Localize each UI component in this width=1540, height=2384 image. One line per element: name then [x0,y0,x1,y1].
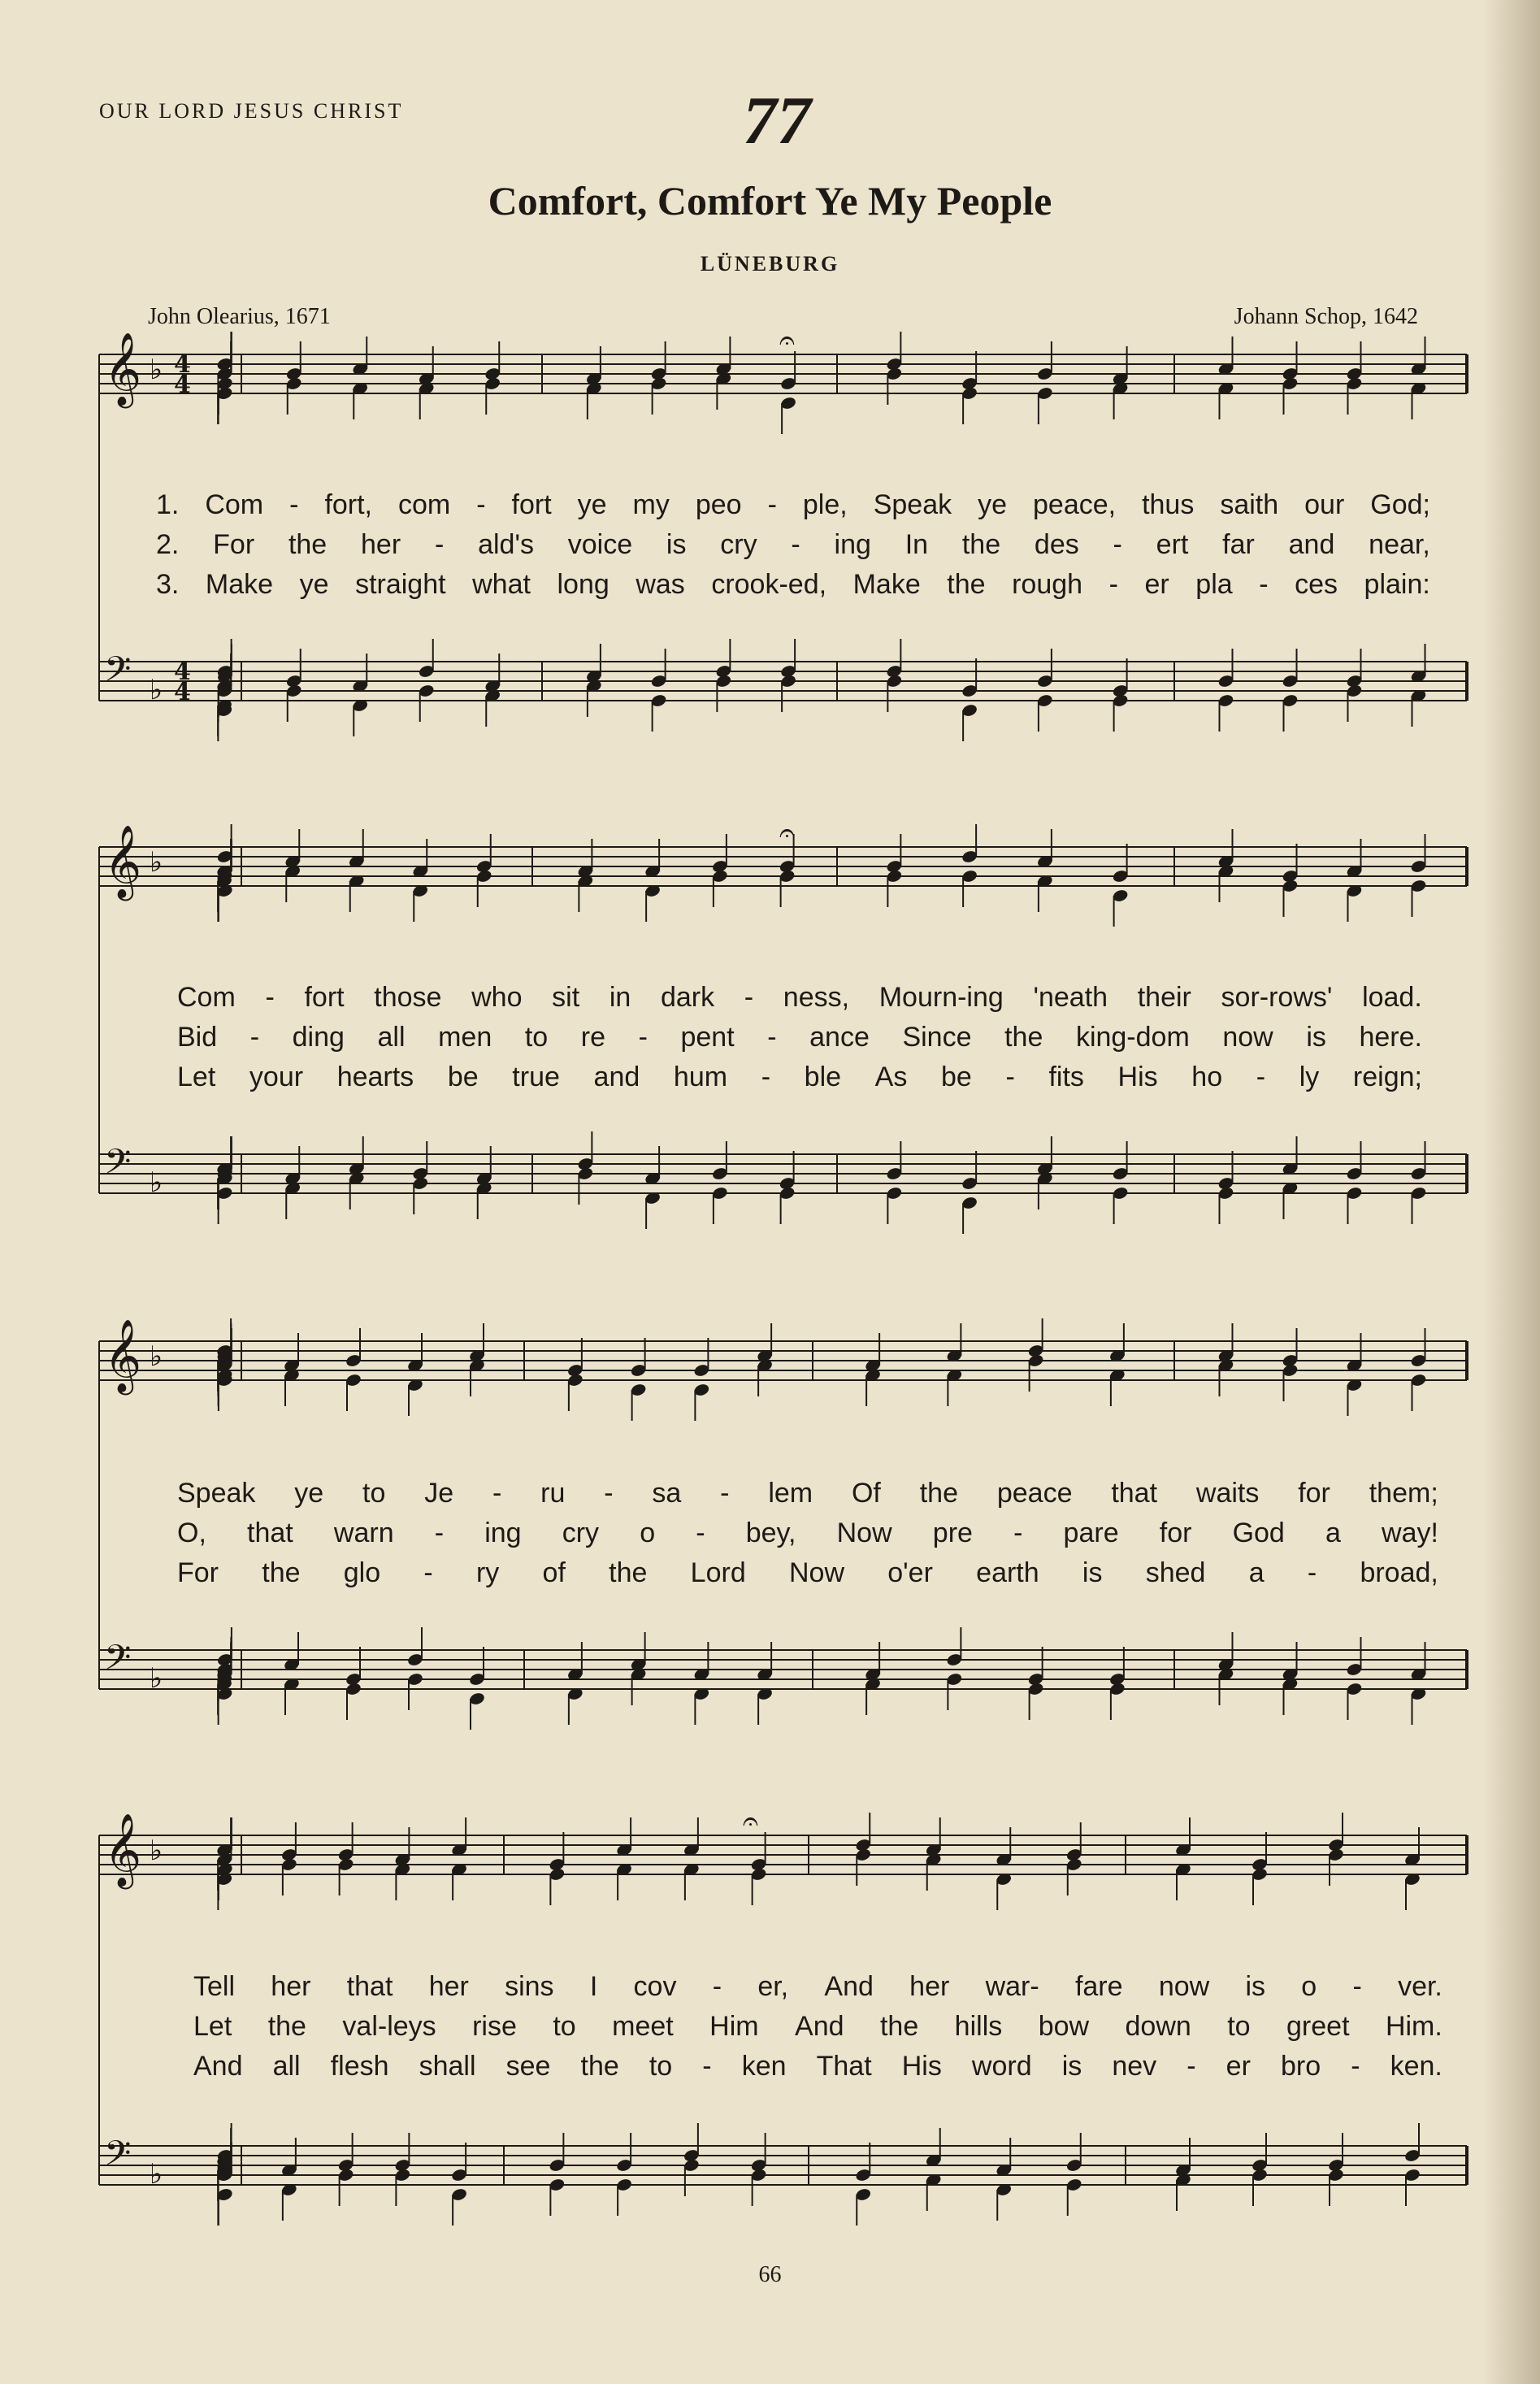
lyric-syllable: - [1186,2051,1196,2082]
lyric-syllable: bey, [745,1518,796,1548]
lyric-syllable: king-dom [1075,1022,1190,1053]
lyric-syllable: ken [741,2051,787,2082]
lyric-syllable: ho [1191,1062,1223,1092]
lyric-syllable: - [249,1022,260,1053]
lyric-syllable: sa [652,1478,682,1509]
hymn-title: Comfort, Comfort Ye My People [488,178,1052,224]
lyric-syllable: o'er [887,1557,933,1588]
lyric-line-system-4-verse-2 [193,2011,1442,2043]
lyric-syllable: Now [836,1518,892,1548]
lyric-syllable: - [791,529,800,560]
lyric-syllable: sor-rows' [1221,982,1333,1013]
lyric-syllable: in [609,982,631,1013]
lyric-syllable: far [1222,529,1255,560]
lyric-syllable: is [666,529,687,560]
lyric-syllable: to [1227,2011,1251,2042]
lyric-syllable: - [1307,1557,1317,1588]
lyric-syllable: the [919,1478,958,1509]
lyric-syllable: a [1325,1518,1341,1548]
lyric-line-system-3-verse-2 [177,1518,1438,1549]
lyric-syllable: That [816,2051,872,2082]
lyric-syllable: ye [577,489,607,520]
lyric-syllable: And [193,2051,243,2082]
lyric-syllable: peace, [1033,489,1117,520]
lyric-syllable: earth [976,1557,1039,1588]
lyric-syllable: As [874,1062,908,1092]
time-signature-top: 4 [174,350,191,379]
lyric-syllable: nev [1112,2051,1157,2082]
lyric-syllable: His [1117,1062,1158,1092]
lyric-syllable: hills [954,2011,1003,2042]
treble-clef-icon: 𝄞 [104,1813,142,1887]
lyric-syllable: is [1306,1022,1326,1053]
lyric-line-system-4-verse-3 [193,2051,1442,2082]
lyric-syllable: rise [472,2011,517,2042]
page-number: 66 [758,2262,782,2287]
bass-clef-icon: 𝄢 [104,649,132,698]
lyric-syllable: - [434,1518,445,1548]
lyric-syllable: Lord [690,1557,746,1588]
lyric-syllable: dark [660,982,715,1013]
lyric-syllable: of [542,1557,566,1588]
lyric-syllable: And [795,2011,844,2042]
lyric-syllable: ing [834,529,871,560]
lyric-syllable: and [1288,529,1335,560]
lyric-syllable: ry [475,1557,500,1588]
flat-key-signature-icon: ♭ [150,2158,163,2191]
lyric-syllable: the [267,2011,306,2042]
lyric-syllable: - [434,529,445,560]
flat-key-signature-icon: ♭ [150,1340,163,1373]
lyric-syllable: her [428,1971,469,2002]
lyric-syllable: - [1352,1971,1362,2002]
lyric-syllable: For [177,1557,219,1588]
lyric-syllable: be [447,1062,479,1092]
treble-clef-icon: 𝄞 [104,332,142,406]
lyric-syllable: war- [985,1971,1039,2002]
lyric-syllable: near, [1369,529,1430,560]
lyric-syllable: - [423,1557,433,1588]
lyric-syllable: - [265,982,275,1013]
lyric-syllable: waits [1195,1478,1260,1509]
lyric-syllable: Speak [873,489,952,520]
lyric-syllable: them; [1369,1478,1438,1509]
lyric-syllable: fort, [324,489,373,520]
lyric-syllable: I [589,1971,598,2002]
lyric-syllable: that [346,1971,393,2002]
lyric-syllable: reign; [1352,1062,1422,1092]
lyric-syllable: now [1158,1971,1210,2002]
lyric-syllable: re [580,1022,605,1053]
lyric-syllable: those [374,982,442,1013]
lyric-syllable: - [1351,2051,1360,2082]
lyric-syllable: all [377,1022,406,1053]
hymn-number: 77 [743,83,811,158]
lyric-syllable: word [971,2051,1032,2082]
composer-credit: Johann Schop, 1642 [1234,304,1418,329]
lyric-syllable: ert [1156,529,1189,560]
lyric-syllable: sit [552,982,580,1013]
lyric-syllable: what [472,569,531,600]
lyric-syllable: peo [695,489,742,520]
lyric-syllable: pent [680,1022,735,1053]
lyric-syllable: er [1225,2051,1251,2082]
lyric-syllable: - [1108,569,1118,600]
tune-name: LÜNEBURG [700,252,840,276]
lyric-syllable: And [824,1971,874,2002]
lyric-syllable: their [1137,982,1191,1013]
lyric-syllable: the [947,569,986,600]
lyric-line-system-1-verse-1 [156,489,1430,521]
lyric-syllable: bow [1038,2011,1090,2042]
lyric-line-system-2-verse-2 [177,1022,1422,1053]
lyric-syllable: - [1256,1062,1266,1092]
lyric-syllable: Let [193,2011,232,2042]
lyric-syllable: her [909,1971,950,2002]
lyric-syllable: who [471,982,523,1013]
lyric-syllable: Him [709,2011,759,2042]
lyric-line-system-3-verse-3 [177,1557,1438,1589]
lyric-syllable: - [638,1022,648,1053]
fermata-icon: 𝄐 [743,1805,758,1838]
lyric-syllable: Tell [193,1971,236,2002]
lyric-syllable: broad, [1360,1557,1438,1588]
lyric-syllable: val-leys [342,2011,436,2042]
lyric-syllable: her [271,1971,311,2002]
lyric-syllable: the [609,1557,648,1588]
lyric-syllable: peace [996,1478,1073,1509]
lyric-syllable: be [941,1062,972,1092]
lyric-syllable: Him. [1385,2011,1442,2042]
lyric-syllable: - [604,1478,614,1509]
lyric-syllable: Let [177,1062,216,1092]
lyric-syllable: ru [540,1478,566,1509]
lyric-syllable: men [438,1022,492,1053]
lyric-syllable: - [1259,569,1269,600]
lyric-syllable: - [767,489,777,520]
lyric-line-system-4-verse-1 [193,1971,1442,2003]
lyric-syllable: to [553,2011,576,2042]
lyric-line-system-2-verse-3 [177,1062,1422,1093]
lyric-syllable: - [712,1971,722,2002]
lyric-syllable: hearts [336,1062,414,1092]
lyric-syllable: - [696,1518,705,1548]
lyric-syllable: long [557,569,609,600]
lyric-syllable: Since [902,1022,972,1053]
lyric-syllable: the [288,529,328,560]
lyric-syllable: crook-ed, [711,569,827,600]
lyric-syllable: Com [205,489,264,520]
flat-key-signature-icon: ♭ [150,1662,163,1695]
lyric-syllable: Je [424,1478,454,1509]
lyric-syllable: Of [851,1478,881,1509]
lyric-syllable: the [262,1557,301,1588]
lyric-syllable: for [1298,1478,1330,1509]
lyric-syllable: cry [720,529,757,560]
lyric-syllable: ver. [1398,1971,1442,2002]
lyric-syllable: 'neath [1033,982,1108,1013]
lyric-line-system-2-verse-1 [177,982,1422,1014]
lyric-syllable: Mourn-ing [878,982,1004,1013]
lyric-syllable: is [1082,1557,1103,1588]
lyric-syllable: er, [757,1971,789,2002]
lyric-syllable: the [961,529,1001,560]
lyric-syllable: shall [419,2051,476,2082]
lyric-syllable: fits [1048,1062,1084,1092]
lyric-syllable: that [1111,1478,1158,1509]
treble-clef-icon: 𝄞 [104,1319,142,1392]
lyric-syllable: 3. [156,569,180,600]
lyric-syllable: - [476,489,486,520]
lyric-syllable: - [492,1478,502,1509]
bass-clef-icon: 𝄢 [104,1638,132,1687]
lyric-syllable: flesh [330,2051,389,2082]
lyric-syllable: His [901,2051,942,2082]
lyric-syllable: fort [511,489,552,520]
lyric-syllable: hum [673,1062,728,1092]
lyric-syllable: her [361,529,401,560]
lyric-syllable: true [512,1062,560,1092]
time-signature-bottom: 4 [174,678,191,706]
lyric-syllable: is [1245,1971,1266,2002]
flat-key-signature-icon: ♭ [150,1166,163,1199]
lyric-syllable: plain: [1364,569,1430,600]
fermata-icon: 𝄐 [779,324,795,357]
lyric-syllable: shed [1145,1557,1206,1588]
lyric-syllable: glo [343,1557,381,1588]
lyric-syllable: load. [1362,982,1422,1013]
lyric-syllable: God [1232,1518,1285,1548]
flat-key-signature-icon: ♭ [150,674,163,706]
lyric-syllable: ple, [802,489,848,520]
lyric-syllable: ye [294,1478,324,1509]
lyric-syllable: o [640,1518,656,1548]
lyric-syllable: meet [612,2011,674,2042]
lyric-syllable: greet [1286,2011,1350,2042]
running-head: OUR LORD JESUS CHRIST [99,99,404,123]
lyric-syllable: Bid [177,1022,218,1053]
lyric-line-system-3-verse-1 [177,1478,1438,1509]
lyric-syllable: all [272,2051,301,2082]
time-signature-bottom: 4 [174,371,191,399]
lyric-syllable: com [398,489,451,520]
lyric-syllable: - [720,1478,730,1509]
lyric-syllable: 1. [156,489,180,520]
fermata-icon: 𝄐 [779,817,795,849]
lyric-syllable: for [1159,1518,1192,1548]
lyric-syllable: ble [804,1062,842,1092]
lyric-syllable: now [1222,1022,1273,1053]
lyric-syllable: ye [299,569,329,600]
lyric-syllable: straight [355,569,446,600]
lyric-syllable: the [580,2051,619,2082]
time-signature-top: 4 [174,658,191,686]
bass-clef-icon: 𝄢 [104,2134,132,2182]
lyric-syllable: o [1301,1971,1317,2002]
lyric-syllable: des [1034,529,1079,560]
lyric-syllable: warn [333,1518,394,1548]
lyric-syllable: your [249,1062,304,1092]
lyric-syllable: the [879,2011,919,2042]
lyric-syllable: lem [768,1478,813,1509]
lyric-syllable: Com [177,982,236,1013]
lyric-syllable: rough [1012,569,1083,600]
lyric-syllable: down [1125,2011,1191,2042]
lyric-syllable: sins [505,1971,554,2002]
lyric-syllable: er [1144,569,1169,600]
lyric-syllable: - [1113,529,1122,560]
lyric-syllable: ken. [1390,2051,1442,2082]
lyric-syllable: - [289,489,299,520]
lyric-syllable: our [1304,489,1345,520]
lyric-syllable: and [593,1062,640,1092]
lyric-syllable: O, [177,1518,206,1548]
lyric-syllable: cov [633,1971,677,2002]
lyric-syllable: In [904,529,929,560]
lyric-syllable: pare [1063,1518,1119,1548]
lyric-line-system-1-verse-2 [156,529,1430,561]
flat-key-signature-icon: ♭ [150,846,163,879]
lyric-syllable: - [761,1062,771,1092]
lyric-syllable: ance [809,1022,870,1053]
lyric-syllable: - [702,2051,712,2082]
lyric-syllable: For [213,529,255,560]
lyric-syllable: - [1005,1062,1015,1092]
lyric-syllable: ces [1295,569,1338,600]
author-credit: John Olearius, 1671 [148,304,331,329]
flat-key-signature-icon: ♭ [150,354,163,386]
lyric-syllable: ye [978,489,1008,520]
lyric-syllable: was [636,569,685,600]
lyric-line-system-1-verse-3 [156,569,1430,601]
lyric-syllable: - [767,1022,777,1053]
lyric-syllable: see [505,2051,551,2082]
lyric-syllable: fort [304,982,345,1013]
lyric-syllable: way! [1382,1518,1438,1548]
lyric-syllable: ald's [478,529,534,560]
lyric-syllable: voice [567,529,633,560]
lyric-syllable: saith [1220,489,1279,520]
lyric-syllable: to [524,1022,549,1053]
lyric-syllable: bro [1280,2051,1321,2082]
lyric-syllable: that [247,1518,293,1548]
lyric-syllable: - [1013,1518,1023,1548]
lyric-syllable: to [362,1478,386,1509]
lyric-syllable: cry [562,1518,600,1548]
lyric-syllable: 2. [156,529,180,560]
lyric-syllable: a [1248,1557,1265,1588]
lyric-syllable: ing [484,1518,522,1548]
lyric-syllable: Speak [177,1478,256,1509]
lyric-syllable: - [744,982,754,1013]
lyric-syllable: ding [292,1022,345,1053]
lyric-syllable: God; [1370,489,1430,520]
bass-clef-icon: 𝄢 [104,1142,132,1191]
lyric-syllable: Make [205,569,274,600]
flat-key-signature-icon: ♭ [150,1835,163,1867]
lyric-syllable: ly [1299,1062,1320,1092]
treble-clef-icon: 𝄞 [104,825,142,898]
lyric-syllable: ness, [783,982,850,1013]
lyric-syllable: fare [1074,1971,1123,2002]
lyric-syllable: to [649,2051,673,2082]
lyric-syllable: pre [932,1518,973,1548]
lyric-syllable: here. [1359,1022,1422,1053]
lyric-syllable: Now [788,1557,845,1588]
lyric-syllable: thus [1142,489,1195,520]
lyric-syllable: the [1004,1022,1043,1053]
lyric-syllable: is [1061,2051,1082,2082]
lyric-syllable: Make [852,569,921,600]
lyric-syllable: my [632,489,670,520]
lyric-syllable: pla [1195,569,1233,600]
